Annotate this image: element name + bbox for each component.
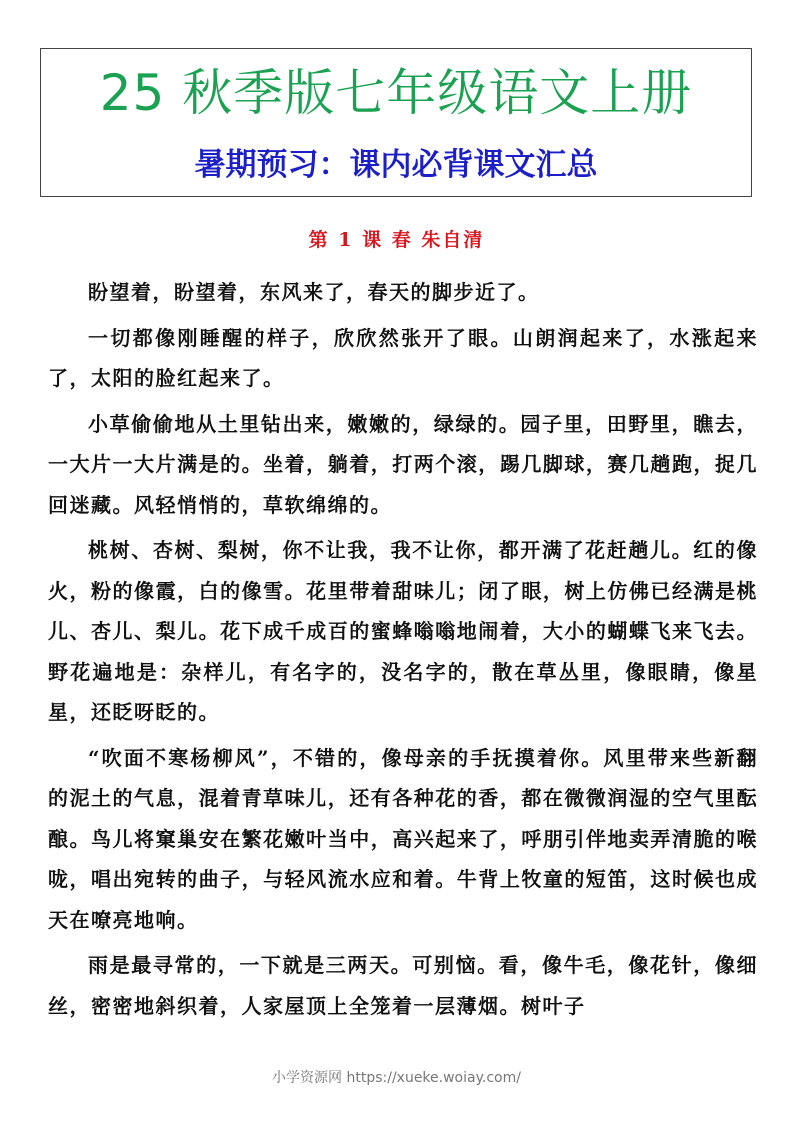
lesson-body [48,272,758,1026]
paragraph: 盼望着，盼望着，东风来了，春天的脚步近了。 [88,280,540,304]
page-title: 25 秋季版七年级语文上册 [99,64,693,122]
page-subtitle: 暑期预习：课内必背课文汇总 [194,147,598,183]
paragraph: 桃树、杏树、梨树，你不让我，我不让你，都开满了花赶趟儿。红的像火，粉的像霞，白的像雪。花里带着甜味儿；闭了眼，树上仿佛已经满是桃儿、杏儿、梨儿。花下成千成百的蜜蜂嗡嗡地闹着，大小的蝴蝶飞来飞去。野花遍地是：杂样儿，有名字的，没名字的，散在草丛里，像眼睛，像星星，还眨呀眨的。 [48,538,758,724]
paragraph: 小草偷偷地从土里钻出来，嫩嫩的，绿绿的。园子里，田野里，瞧去，一大片一大片满是的。坐着，躺着，打两个滚，踢几脚球，赛几趟跑，捉几回迷藏。风轻悄悄的，草软绵绵的。 [48,411,758,517]
paragraph: 雨是最寻常的，一下就是三两天。可别恼。看，像牛毛，像花针，像细丝，密密地斜织着，人家屋顶上全笼着一层薄烟。树叶子 [48,953,758,1018]
lesson-title: 第 1 课 春 朱自清 [308,229,485,251]
footer-watermark: 小学资源网 https://xueke.woiay.com/ [272,1070,521,1086]
paragraph: 一切都像刚睡醒的样子，欣欣然张开了眼。山朗润起来了，水涨起来了，太阳的脸红起来了。 [48,325,758,390]
title-box [40,48,752,197]
paragraph: “吹面不寒杨柳风”，不错的，像母亲的手抚摸着你。风里带来些新翻的泥土的气息，混着青草味儿，还有各种花的香，都在微微润湿的空气里酝酿。鸟儿将窠巢安在繁花嫩叶当中，高兴起来了，呼朋引伴地卖弄清脆的喉咙，唱出宛转的曲子，与轻风流水应和着。牛背上牧童的短笛，这时候也成天在嘹亮地响。 [48,745,758,932]
